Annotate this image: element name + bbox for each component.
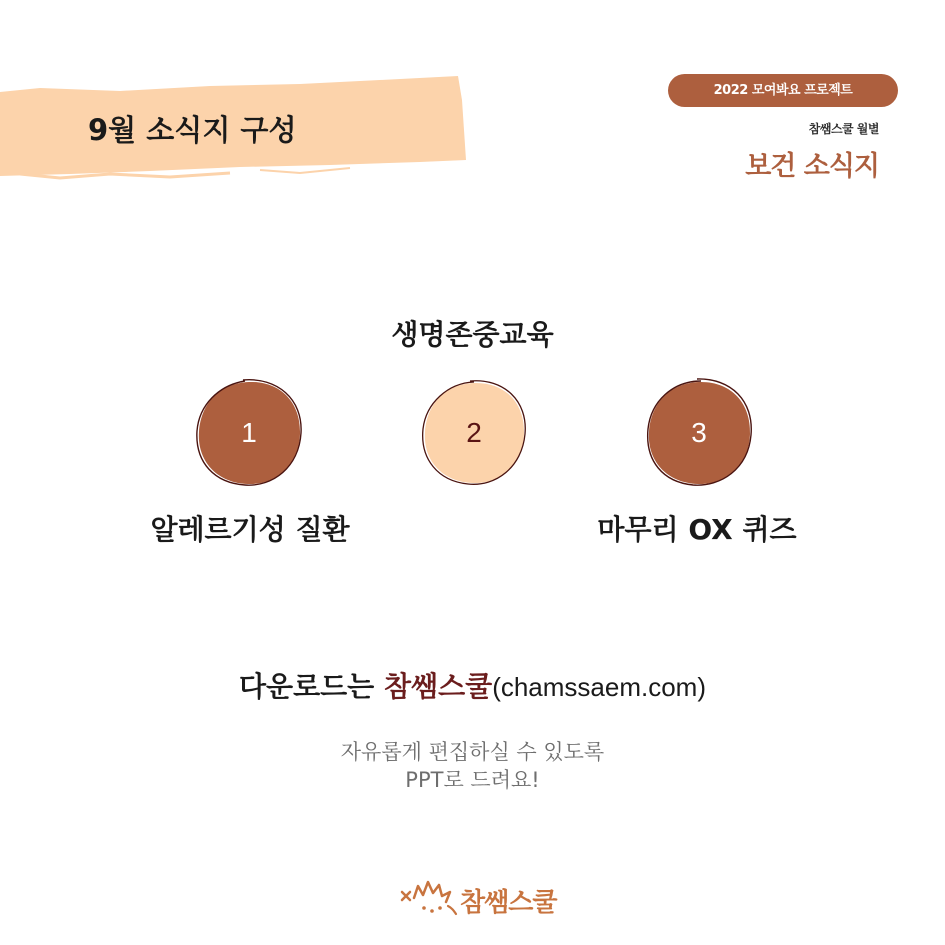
newsletter-brand-title: 보건 소식지 (745, 151, 879, 182)
note-line-1: 자유롭게 편집하실 수 있도록 (340, 740, 605, 764)
item-label-3: 마무리 OX 퀴즈 (597, 513, 797, 546)
note-line-2: PPT로 드려요! (405, 768, 540, 792)
footer-logo-text: 참쌤스쿨 (460, 888, 557, 918)
footer-logo (398, 876, 557, 920)
item-label-1: 알레르기성 질환 (150, 513, 350, 546)
section-title: 생명존중교육 (391, 318, 554, 351)
item-number-3: 3 (691, 417, 707, 448)
item-number-2: 2 (466, 417, 482, 448)
project-badge: 2022 모여봐요 프로젝트 (668, 74, 898, 107)
item-circle-1 (193, 377, 305, 489)
newsletter-subtitle: 참쌤스쿨 월별 (808, 122, 879, 136)
download-brand: 참쌤스쿨 (383, 670, 493, 703)
item-circle-3 (643, 377, 755, 489)
spark-doodle-icon (398, 878, 460, 918)
item-circle-2 (418, 377, 530, 489)
download-line (0, 665, 945, 705)
download-url[interactable]: (chamssaem.com) (492, 672, 707, 702)
item-number-1: 1 (241, 417, 257, 448)
page-title: 9월 소식지 구성 (88, 113, 297, 147)
download-prefix: 다운로드는 (238, 670, 384, 703)
